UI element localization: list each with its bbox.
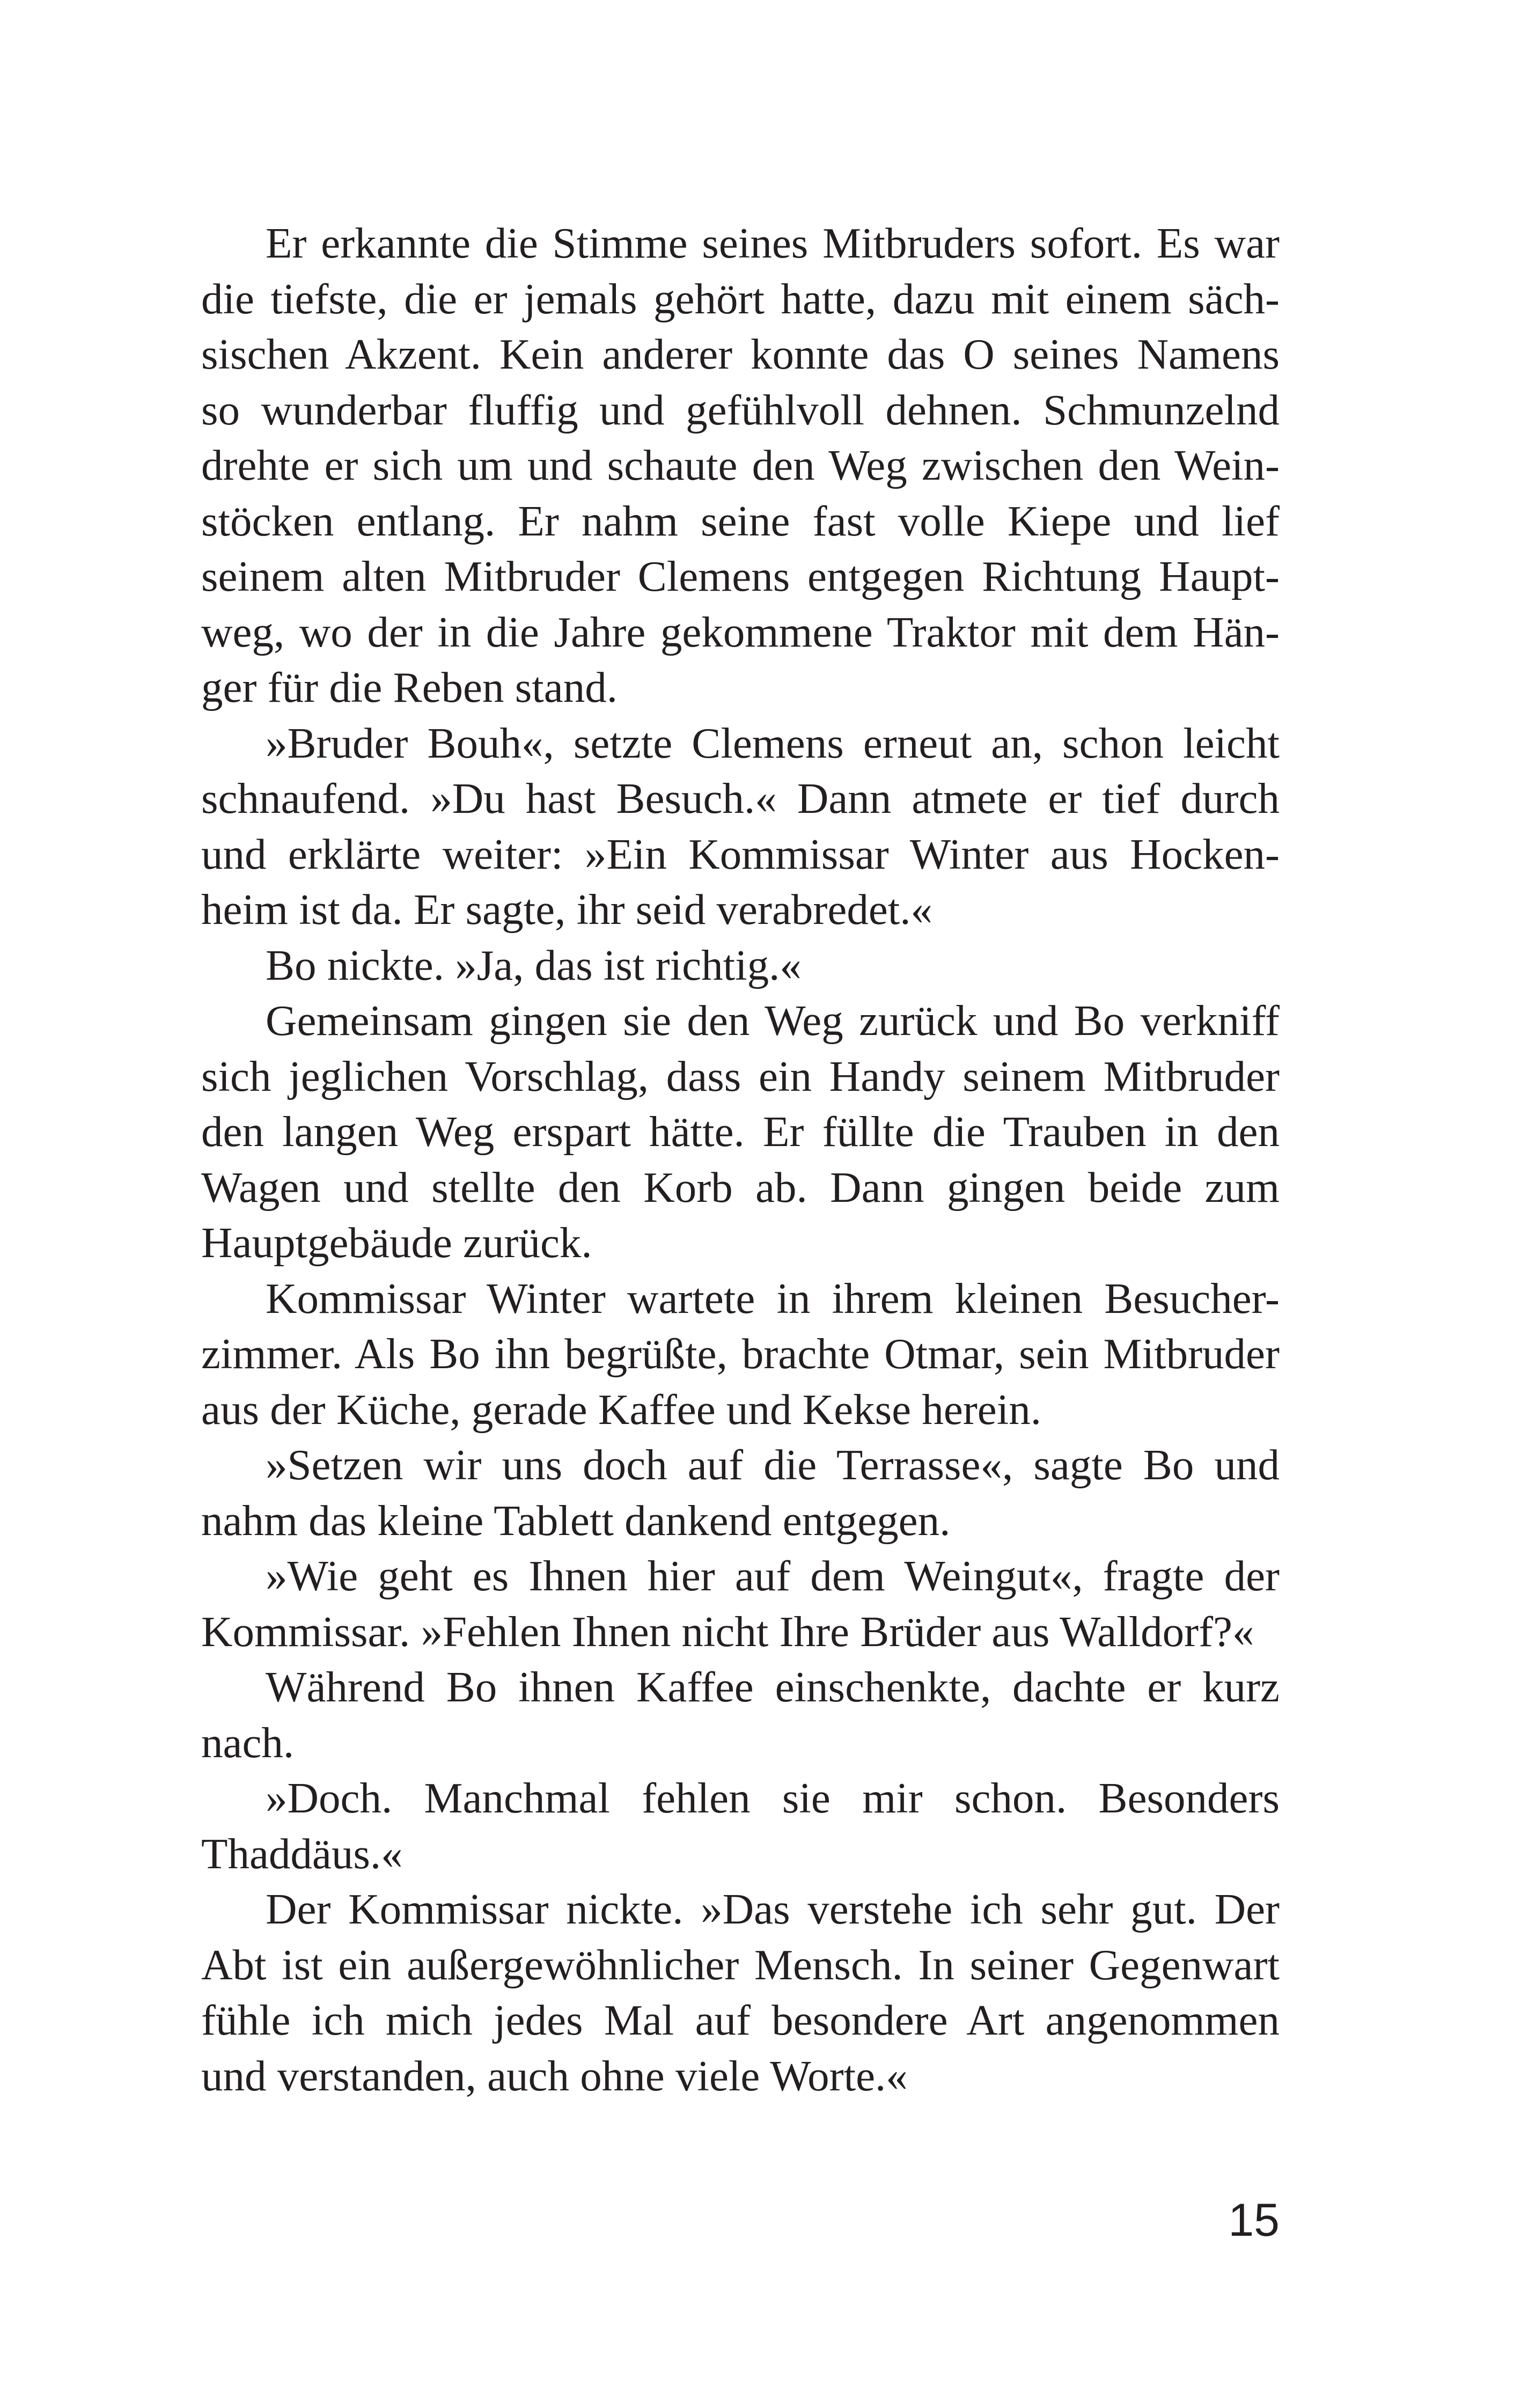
- text-line: »Setzen wir uns doch auf die Terrasse«, sagte Bo und: [266, 1441, 1280, 1489]
- text-line: und erklärte weiter: »Ein Kommissar Winter aus Hocken-: [201, 829, 1280, 878]
- paragraph: [201, 993, 1280, 1271]
- text-line: heim ist da. Er sagte, ihr seid verabredet.«: [201, 885, 933, 934]
- text-line: aus der Küche, gerade Kaffee und Kekse herein.: [201, 1385, 1042, 1434]
- paragraph: [201, 716, 1280, 938]
- paragraph: [201, 1271, 1280, 1438]
- text-line: sich jeglichen Vorschlag, dass ein Handy seinem Mitbruder: [201, 1052, 1280, 1100]
- paragraph: [201, 1882, 1280, 2104]
- text-line: nach.: [201, 1718, 295, 1767]
- text-line: fühle ich mich jedes Mal auf besondere Art angenommen: [201, 1996, 1280, 2044]
- text-line: Er erkannte die Stimme seines Mitbruders sofort. Es war: [266, 219, 1280, 267]
- text-line: die tiefste, die er jemals gehört hatte, dazu mit einem säch-: [201, 274, 1280, 323]
- text-line: weg, wo der in die Jahre gekommene Traktor mit dem Hän-: [201, 607, 1280, 656]
- text-line: »Wie geht es Ihnen hier auf dem Weingut«, fragte der: [266, 1552, 1280, 1600]
- text-line: Thaddäus.«: [201, 1829, 403, 1878]
- text-line: Kommissar. »Fehlen Ihnen nicht Ihre Brüder aus Walldorf?«: [201, 1607, 1254, 1656]
- body-text: [201, 216, 1280, 2104]
- text-line: »Doch. Manchmal fehlen sie mir schon. Besonders: [266, 1774, 1280, 1822]
- text-line: nahm das kleine Tablett dankend entgegen.: [201, 1496, 951, 1545]
- paragraph: [201, 1548, 1280, 1660]
- text-line: Der Kommissar nickte. »Das verstehe ich sehr gut. Der: [266, 1885, 1280, 1933]
- text-line: sischen Akzent. Kein anderer konnte das O seines Namens: [201, 330, 1280, 378]
- paragraph: [201, 1771, 1280, 1882]
- text-line: ger für die Reben stand.: [201, 663, 618, 711]
- paragraph: [201, 1660, 1280, 1771]
- text-line: Kommissar Winter wartete in ihrem kleinen Besucher-: [266, 1274, 1280, 1323]
- text-line: Bo nickte. »Ja, das ist richtig.«: [266, 941, 802, 989]
- text-line: so wunderbar fluffig und gefühlvoll dehnen. Schmunzelnd: [201, 385, 1280, 434]
- text-line: schnaufend. »Du hast Besuch.« Dann atmete er tief durch: [201, 774, 1280, 823]
- paragraph: [201, 216, 1280, 716]
- text-line: Wagen und stellte den Korb ab. Dann gingen beide zum: [201, 1163, 1280, 1212]
- text-line: Hauptgebäude zurück.: [201, 1218, 592, 1267]
- text-line: stöcken entlang. Er nahm seine fast volle Kiepe und lief: [201, 496, 1280, 545]
- text-line: seinem alten Mitbruder Clemens entgegen Richtung Haupt-: [201, 552, 1280, 600]
- page-number: 15: [1228, 2194, 1280, 2246]
- paragraph: [201, 1437, 1280, 1548]
- text-line: drehte er sich um und schaute den Weg zwischen den Wein-: [201, 441, 1280, 489]
- text-line: den langen Weg erspart hätte. Er füllte die Trauben in den: [201, 1107, 1280, 1156]
- text-line: Während Bo ihnen Kaffee einschenkte, dachte er kurz: [266, 1663, 1280, 1711]
- paragraph: [201, 938, 1280, 994]
- text-line: zimmer. Als Bo ihn begrüßte, brachte Otmar, sein Mitbruder: [201, 1330, 1280, 1378]
- text-line: Gemeinsam gingen sie den Weg zurück und Bo verkniff: [266, 996, 1280, 1045]
- text-line: Abt ist ein außergewöhnlicher Mensch. In seiner Gegenwart: [201, 1940, 1280, 1989]
- text-line: »Bruder Bouh«, setzte Clemens erneut an, schon leicht: [266, 718, 1280, 767]
- text-line: und verstanden, auch ohne viele Worte.«: [201, 2051, 908, 2100]
